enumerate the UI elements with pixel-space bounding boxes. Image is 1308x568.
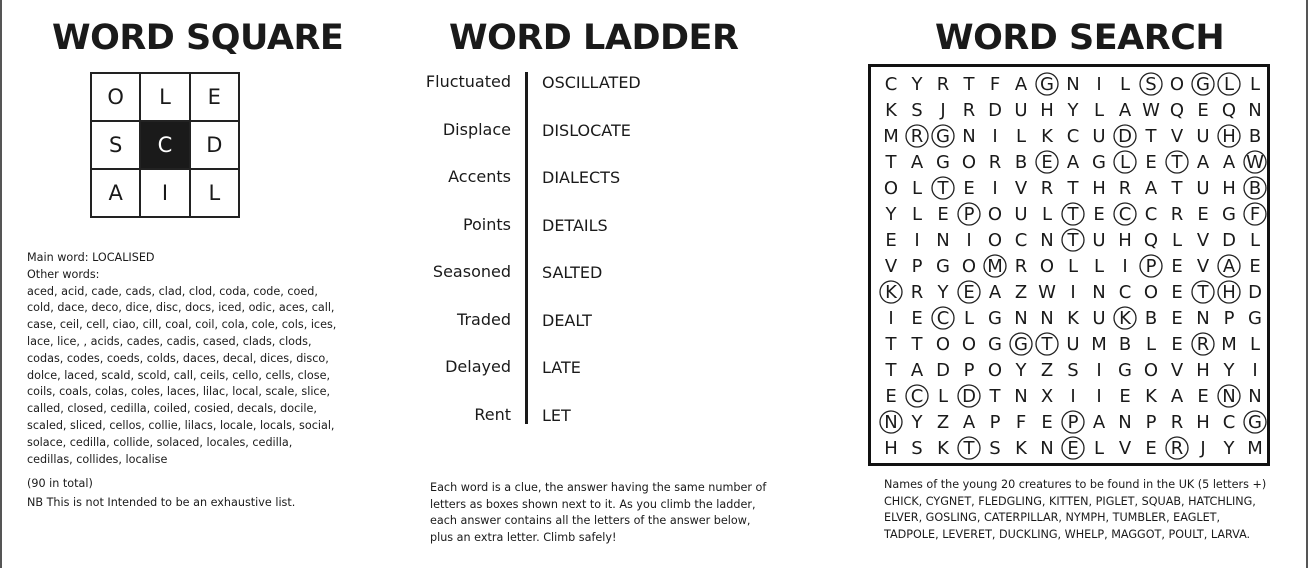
- search-letter[interactable]: T: [1041, 333, 1053, 355]
- search-letter[interactable]: E: [885, 385, 897, 407]
- page-border-left: [0, 0, 2, 568]
- search-letter[interactable]: Z: [1040, 359, 1054, 381]
- search-letter[interactable]: U: [1014, 99, 1028, 121]
- search-letter[interactable]: K: [885, 99, 897, 121]
- search-letter[interactable]: Q: [1221, 99, 1237, 121]
- search-letter[interactable]: L: [1093, 255, 1105, 277]
- search-letter[interactable]: R: [1170, 411, 1184, 433]
- search-letter[interactable]: R: [1040, 177, 1054, 199]
- search-letter[interactable]: U: [1092, 125, 1106, 147]
- search-letter[interactable]: L: [1093, 99, 1105, 121]
- search-letter[interactable]: Z: [936, 411, 950, 433]
- word-search-instructions: [884, 477, 1284, 543]
- search-letter[interactable]: S: [989, 437, 1001, 459]
- search-letter[interactable]: A: [910, 359, 924, 381]
- search-letter[interactable]: E: [1041, 151, 1053, 173]
- search-letter[interactable]: S: [911, 437, 923, 459]
- search-letter[interactable]: L: [1145, 333, 1157, 355]
- ladder-clue: Accents: [448, 167, 511, 186]
- ladder-divider: [525, 72, 528, 424]
- search-letter[interactable]: E: [937, 203, 949, 225]
- search-letter[interactable]: G: [936, 125, 950, 147]
- word-square-cell[interactable]: S: [91, 121, 140, 169]
- ladder-answer[interactable]: SALTED: [542, 263, 603, 282]
- search-letter[interactable]: Y: [911, 73, 923, 95]
- search-letter[interactable]: G: [1222, 203, 1236, 225]
- search-letter[interactable]: O: [961, 255, 977, 277]
- search-letter[interactable]: W: [1246, 151, 1264, 173]
- search-letter[interactable]: E: [911, 307, 923, 329]
- search-letter[interactable]: H: [1040, 99, 1054, 121]
- search-letter[interactable]: E: [1145, 437, 1157, 459]
- search-letter[interactable]: P: [1145, 411, 1157, 433]
- search-letter[interactable]: E: [885, 229, 897, 251]
- search-letter[interactable]: V: [1170, 359, 1184, 381]
- search-letter[interactable]: T: [885, 333, 897, 355]
- search-letter[interactable]: Z: [1014, 281, 1028, 303]
- main-word: Main word: LOCALISED: [27, 251, 155, 264]
- ladder-clue: Displace: [442, 119, 511, 139]
- search-letter[interactable]: D: [988, 99, 1002, 121]
- search-letter[interactable]: B: [1248, 125, 1262, 147]
- search-letter[interactable]: E: [1249, 255, 1261, 277]
- search-letter[interactable]: L: [911, 177, 923, 199]
- search-letter[interactable]: E: [1171, 333, 1183, 355]
- search-letter[interactable]: N: [1092, 281, 1106, 303]
- search-letter[interactable]: L: [1119, 151, 1131, 173]
- search-letter[interactable]: K: [1015, 437, 1027, 459]
- search-letter[interactable]: G: [936, 151, 950, 173]
- search-letter[interactable]: I: [1096, 385, 1102, 407]
- search-letter[interactable]: K: [1041, 125, 1053, 147]
- search-letter[interactable]: C: [910, 385, 924, 407]
- search-letter[interactable]: A: [910, 151, 924, 173]
- search-letter[interactable]: A: [1170, 385, 1184, 407]
- search-letter[interactable]: L: [963, 307, 975, 329]
- search-letter[interactable]: A: [1092, 411, 1106, 433]
- search-letter[interactable]: V: [1014, 177, 1028, 199]
- search-letter[interactable]: T: [885, 359, 897, 381]
- search-letter[interactable]: H: [1118, 229, 1132, 251]
- word-square-title: WORD SQUARE: [52, 18, 344, 58]
- search-letter[interactable]: N: [1248, 99, 1262, 121]
- search-letter[interactable]: D: [936, 359, 950, 381]
- search-letter[interactable]: T: [1171, 177, 1183, 199]
- search-letter[interactable]: P: [1145, 255, 1157, 277]
- search-letter[interactable]: T: [989, 385, 1001, 407]
- search-letter[interactable]: I: [914, 229, 920, 251]
- search-letter[interactable]: U: [1092, 229, 1106, 251]
- search-letter[interactable]: L: [937, 385, 949, 407]
- search-letter[interactable]: N: [1118, 411, 1132, 433]
- word-square-cell[interactable]: L: [140, 73, 189, 121]
- search-letter[interactable]: V: [1196, 255, 1210, 277]
- search-letter[interactable]: A: [1144, 177, 1158, 199]
- search-letter[interactable]: D: [1118, 125, 1132, 147]
- search-letter[interactable]: K: [885, 281, 897, 303]
- search-letter[interactable]: N: [1014, 307, 1028, 329]
- search-letter[interactable]: B: [1014, 151, 1028, 173]
- search-letter[interactable]: E: [1145, 151, 1157, 173]
- search-letter[interactable]: B: [1248, 177, 1262, 199]
- word-list-line: TADPOLE, LEVERET, DUCKLING, WHELP, MAGGOT, POULT, LARVA.: [884, 527, 1251, 541]
- search-letter[interactable]: P: [1067, 411, 1079, 433]
- search-letter[interactable]: T: [911, 333, 923, 355]
- search-letter[interactable]: L: [1223, 73, 1235, 95]
- ladder-clue: Rent: [474, 404, 511, 424]
- search-letter[interactable]: L: [1093, 437, 1105, 459]
- search-letter[interactable]: A: [1066, 151, 1080, 173]
- search-letter[interactable]: L: [1067, 255, 1079, 277]
- search-letter[interactable]: P: [911, 255, 923, 277]
- search-letter[interactable]: V: [1170, 125, 1184, 147]
- search-letter[interactable]: H: [884, 437, 898, 459]
- word-search-title: WORD SEARCH: [935, 18, 1225, 58]
- search-letter[interactable]: E: [1067, 437, 1079, 459]
- word-square-cell[interactable]: E: [190, 73, 239, 121]
- search-letter[interactable]: N: [1014, 385, 1028, 407]
- ladder-answer[interactable]: DIALECTS: [542, 168, 621, 187]
- other-words-list: aced, acid, cade, cads, clad, clod, coda, code, coed, cold, dace, deco, dice, disc, docs, iced, odic, aces, call, case, ceil, cell, ciao, cill, coal, coil, cola, cole, cols, ices, lace, lice, , acids, cades, cadis, cased, clads, clods, codas, codes, coeds, colds, daces, decal, dices, disco, dolce, laced, scald, scold, call, ceils, cello, cells, close, coils, coals, colas, coles, laces, lilac, local, scale, slice, called, closed, cedilla, coiled, cosied, decals, docile, scaled, sliced, cellos, collie, lilacs, locale, locals, social, solace, cedilla, collide, solaced, locales, cedilla, cedillas, collides, localise: [27, 284, 337, 466]
- search-letter[interactable]: C: [1014, 229, 1028, 251]
- search-letter[interactable]: U: [1092, 307, 1106, 329]
- search-letter[interactable]: I: [1070, 281, 1076, 303]
- search-letter[interactable]: Y: [1015, 359, 1027, 381]
- search-letter[interactable]: J: [1200, 437, 1206, 459]
- search-letter[interactable]: O: [987, 229, 1003, 251]
- search-letter[interactable]: S: [911, 99, 923, 121]
- ladder-clue: Points: [462, 214, 511, 234]
- search-letter[interactable]: C: [1066, 125, 1080, 147]
- search-letter[interactable]: A: [1014, 73, 1028, 95]
- nb-note: NB This is not Intended to be an exhaustive list.: [27, 496, 296, 510]
- search-letter[interactable]: Y: [1067, 99, 1079, 121]
- search-letter[interactable]: N: [1222, 385, 1236, 407]
- search-letter[interactable]: B: [1118, 333, 1132, 355]
- search-letter[interactable]: R: [1118, 177, 1132, 199]
- search-letter[interactable]: O: [961, 151, 977, 173]
- word-square-solution: [27, 250, 337, 512]
- search-letter[interactable]: L: [1119, 73, 1131, 95]
- search-letter[interactable]: Y: [911, 411, 923, 433]
- search-letter[interactable]: N: [962, 125, 976, 147]
- search-letter[interactable]: R: [962, 99, 976, 121]
- search-letter[interactable]: O: [987, 203, 1003, 225]
- search-letter[interactable]: Q: [1143, 229, 1159, 251]
- search-letter[interactable]: M: [1221, 333, 1237, 355]
- search-letter[interactable]: H: [1196, 411, 1210, 433]
- search-letter[interactable]: N: [1066, 73, 1080, 95]
- search-letter[interactable]: G: [936, 255, 950, 277]
- search-letter[interactable]: M: [987, 255, 1003, 277]
- word-list-line: CHICK, CYGNET, FLEDGLING, KITTEN, PIGLET, SQUAB, HATCHLING,: [884, 494, 1256, 508]
- search-letter[interactable]: G: [1248, 411, 1262, 433]
- search-letter[interactable]: S: [1145, 73, 1157, 95]
- ladder-answer[interactable]: DETAILS: [542, 215, 608, 235]
- search-letter[interactable]: C: [1222, 411, 1236, 433]
- search-letter[interactable]: E: [1171, 307, 1183, 329]
- search-letter[interactable]: A: [988, 281, 1002, 303]
- search-letter[interactable]: U: [1196, 125, 1210, 147]
- search-letter[interactable]: W: [1142, 99, 1160, 121]
- search-letter[interactable]: J: [940, 99, 946, 121]
- search-letter[interactable]: C: [936, 307, 950, 329]
- search-letter[interactable]: C: [1118, 281, 1132, 303]
- word-list-line: ELVER, GOSLING, CATERPILLAR, NYMPH, TUMBLER, EAGLET,: [884, 511, 1221, 524]
- search-letter[interactable]: R: [910, 125, 924, 147]
- word-search-grid: [878, 71, 1268, 461]
- search-letter[interactable]: O: [1143, 359, 1159, 381]
- search-letter[interactable]: E: [1041, 411, 1053, 433]
- word-square-cell[interactable]: D: [190, 121, 239, 169]
- search-letter[interactable]: R: [910, 281, 924, 303]
- word-square-center-cell[interactable]: C: [140, 121, 189, 169]
- search-letter[interactable]: Y: [885, 203, 897, 225]
- search-letter[interactable]: O: [883, 177, 899, 199]
- search-letter[interactable]: E: [1197, 99, 1209, 121]
- search-letter[interactable]: O: [1039, 255, 1055, 277]
- ladder-answer[interactable]: OSCILLATED: [542, 73, 641, 92]
- word-square-grid: [90, 72, 240, 218]
- search-letter[interactable]: L: [1015, 125, 1027, 147]
- search-letter[interactable]: T: [1145, 125, 1157, 147]
- search-letter[interactable]: W: [1038, 281, 1056, 303]
- search-letter[interactable]: I: [888, 307, 894, 329]
- search-letter[interactable]: H: [1222, 177, 1236, 199]
- search-letter[interactable]: V: [1118, 437, 1132, 459]
- search-letter[interactable]: H: [1196, 359, 1210, 381]
- search-letter[interactable]: A: [962, 411, 976, 433]
- search-letter[interactable]: Q: [1169, 99, 1185, 121]
- search-letter[interactable]: Y: [937, 281, 949, 303]
- ladder-answer[interactable]: LATE: [542, 358, 581, 377]
- search-letter[interactable]: T: [963, 73, 975, 95]
- search-letter[interactable]: E: [1197, 203, 1209, 225]
- search-letter[interactable]: V: [884, 255, 898, 277]
- search-letter[interactable]: O: [961, 333, 977, 355]
- search-letter[interactable]: L: [1249, 229, 1261, 251]
- ladder-answer[interactable]: DISLOCATE: [542, 120, 631, 140]
- search-letter[interactable]: E: [1171, 281, 1183, 303]
- search-letter[interactable]: S: [1067, 359, 1079, 381]
- search-letter[interactable]: M: [883, 125, 899, 147]
- word-ladder-title: WORD LADDER: [449, 18, 739, 58]
- search-letter[interactable]: P: [963, 359, 975, 381]
- word-square-cell[interactable]: I: [140, 169, 189, 217]
- search-letter[interactable]: I: [966, 229, 972, 251]
- ladder-clue: Delayed: [445, 357, 511, 376]
- search-letter[interactable]: K: [1067, 307, 1079, 329]
- search-letter[interactable]: I: [992, 125, 998, 147]
- search-letter[interactable]: C: [1118, 203, 1132, 225]
- search-letter[interactable]: N: [1040, 307, 1054, 329]
- search-letter[interactable]: Y: [1223, 359, 1235, 381]
- search-letter[interactable]: G: [988, 307, 1002, 329]
- search-letter[interactable]: T: [1171, 151, 1183, 173]
- word-square-cell[interactable]: O: [91, 73, 140, 121]
- search-letter[interactable]: G: [988, 333, 1002, 355]
- search-letter[interactable]: L: [1041, 203, 1053, 225]
- search-letter[interactable]: I: [1122, 255, 1128, 277]
- search-letter[interactable]: G: [1014, 333, 1028, 355]
- search-letter[interactable]: G: [1196, 73, 1210, 95]
- search-letter[interactable]: U: [1066, 333, 1080, 355]
- search-letter[interactable]: D: [962, 385, 976, 407]
- search-letter[interactable]: E: [1119, 385, 1131, 407]
- search-letter[interactable]: U: [1196, 177, 1210, 199]
- search-letter[interactable]: F: [1249, 203, 1261, 225]
- search-letter[interactable]: B: [1144, 307, 1158, 329]
- search-letter[interactable]: R: [1170, 437, 1184, 459]
- search-letter[interactable]: A: [1118, 99, 1132, 121]
- search-letter[interactable]: G: [1248, 307, 1262, 329]
- search-letter[interactable]: V: [1196, 229, 1210, 251]
- search-letter[interactable]: A: [1196, 151, 1210, 173]
- search-letter[interactable]: U: [1014, 203, 1028, 225]
- other-words-label: Other words:: [27, 267, 100, 281]
- word-ladder-instructions: Each word is a clue, the answer having the same number of letters as boxes shown next to it. As you climb the ladder, each answer contains all the letters of the answer below, plus an extra letter. Climb safely!: [430, 481, 767, 544]
- search-letter[interactable]: I: [1096, 73, 1102, 95]
- search-letter[interactable]: E: [1197, 385, 1209, 407]
- search-letter[interactable]: H: [1092, 177, 1106, 199]
- ladder-clue: Fluctuated: [425, 72, 511, 91]
- search-letter[interactable]: L: [1171, 229, 1183, 251]
- word-search-caption: Names of the young 20 creatures to be found in the UK (5 letters +): [884, 478, 1267, 491]
- search-letter[interactable]: G: [1092, 151, 1106, 173]
- search-letter[interactable]: M: [1247, 437, 1263, 459]
- search-letter[interactable]: I: [1096, 359, 1102, 381]
- search-letter[interactable]: P: [1223, 307, 1235, 329]
- search-letter[interactable]: H: [1222, 125, 1236, 147]
- word-square-cell[interactable]: A: [91, 169, 140, 217]
- search-letter[interactable]: N: [1040, 437, 1054, 459]
- search-letter[interactable]: T: [1067, 229, 1079, 251]
- search-letter[interactable]: O: [987, 359, 1003, 381]
- search-letter[interactable]: K: [1145, 385, 1157, 407]
- search-letter[interactable]: P: [989, 411, 1001, 433]
- search-letter[interactable]: R: [1196, 333, 1210, 355]
- search-letter[interactable]: T: [1197, 281, 1209, 303]
- search-letter[interactable]: X: [1040, 385, 1054, 407]
- search-letter[interactable]: N: [936, 229, 950, 251]
- search-letter[interactable]: D: [1248, 281, 1262, 303]
- search-letter[interactable]: E: [963, 177, 975, 199]
- search-letter[interactable]: K: [937, 437, 949, 459]
- search-letter[interactable]: I: [992, 177, 998, 199]
- word-square-cell[interactable]: L: [190, 169, 239, 217]
- search-letter[interactable]: O: [935, 333, 951, 355]
- search-letter[interactable]: T: [885, 151, 897, 173]
- search-letter[interactable]: K: [1119, 307, 1131, 329]
- search-letter[interactable]: F: [1015, 411, 1027, 433]
- search-letter[interactable]: R: [936, 73, 950, 95]
- search-letter[interactable]: R: [988, 151, 1002, 173]
- search-letter[interactable]: G: [1040, 73, 1054, 95]
- ladder-answer[interactable]: DEALT: [542, 310, 592, 330]
- search-letter[interactable]: C: [884, 73, 898, 95]
- ladder-clue: Seasoned: [432, 262, 511, 281]
- search-letter[interactable]: T: [963, 437, 975, 459]
- total-count: (90 in total): [27, 477, 93, 491]
- search-letter[interactable]: T: [1067, 177, 1079, 199]
- search-letter[interactable]: A: [1222, 151, 1236, 173]
- ladder-clue: Traded: [457, 309, 511, 329]
- search-letter[interactable]: E: [1093, 203, 1105, 225]
- search-letter[interactable]: N: [1196, 307, 1210, 329]
- search-letter[interactable]: N: [1040, 229, 1054, 251]
- search-letter[interactable]: R: [1170, 203, 1184, 225]
- search-letter[interactable]: E: [963, 281, 975, 303]
- search-letter[interactable]: R: [1014, 255, 1028, 277]
- search-letter[interactable]: D: [1222, 229, 1236, 251]
- search-letter[interactable]: I: [1070, 385, 1076, 407]
- search-letter[interactable]: C: [1144, 203, 1158, 225]
- ladder-answer[interactable]: LET: [542, 405, 571, 425]
- search-letter[interactable]: N: [1248, 385, 1262, 407]
- word-search-board: [868, 64, 1270, 466]
- search-letter[interactable]: M: [1091, 333, 1107, 355]
- search-letter[interactable]: F: [989, 73, 1001, 95]
- search-letter[interactable]: L: [911, 203, 923, 225]
- search-letter[interactable]: T: [937, 177, 949, 199]
- search-letter[interactable]: I: [1252, 359, 1258, 381]
- search-letter[interactable]: A: [1222, 255, 1236, 277]
- search-letter[interactable]: L: [1249, 333, 1261, 355]
- search-letter[interactable]: T: [1067, 203, 1079, 225]
- search-letter[interactable]: G: [1118, 359, 1132, 381]
- search-letter[interactable]: E: [1171, 255, 1183, 277]
- search-letter[interactable]: N: [884, 411, 898, 433]
- search-letter[interactable]: P: [963, 203, 975, 225]
- search-letter[interactable]: L: [1249, 73, 1261, 95]
- search-letter[interactable]: Y: [1223, 437, 1235, 459]
- search-letter[interactable]: H: [1222, 281, 1236, 303]
- search-letter[interactable]: O: [1169, 73, 1185, 95]
- search-letter[interactable]: O: [1143, 281, 1159, 303]
